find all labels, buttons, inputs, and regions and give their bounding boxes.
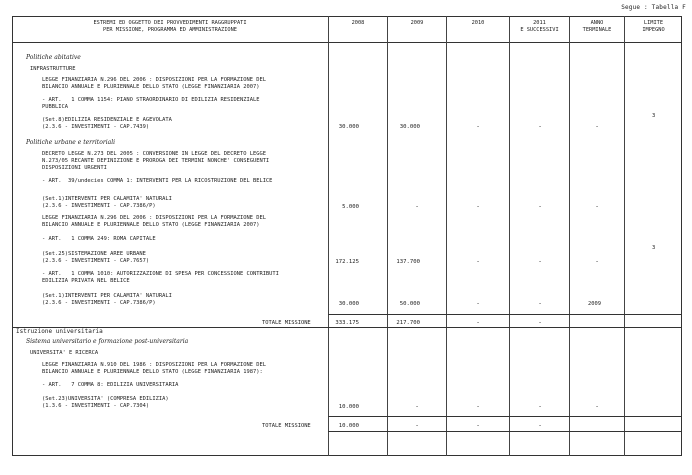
header-anno-line: TERMINALE [582,26,612,33]
header-limite-line: IMPEGNO [642,26,665,33]
col-divider [569,16,570,456]
law-title-line: LEGGE FINANZIARIA N.296 DEL 2006 : DISPOSIZIONI PER LA FORMAZIONE DEL [42,77,266,83]
mission-title: Politiche urbane e territoriali [26,139,116,146]
header-2011 [510,20,569,33]
value-2011-dash: - [538,300,542,307]
total-2008: 333.175 [335,320,359,326]
law-title-line: DECRETO LEGGE N.273 DEL 2005 : CONVERSIONE IN LEGGE DEL DECRETO LEGGE [42,151,266,157]
header-description-line: PER MISSIONE, PROGRAMMA ED AMMINISTRAZIONE [103,26,237,33]
col-divider [509,16,510,456]
article-line: - ART. 7 COMMA 8: EDILIZIA UNIVERSITARIA [42,382,179,388]
program-title: Sistema universitario e formazione post-universitaria [26,338,189,345]
value-2011-dash: - [538,403,542,410]
header-2010: 2010 [471,20,485,26]
limite-impegno-value: 3 [652,113,656,119]
value-2011-dash: - [538,123,542,130]
value-2010-dash: - [476,300,480,307]
law-title-line: BILANCIO ANNUALE E PLURIENNALE DELLO STATO (LEGGE FINANZIARIA 2007) [42,222,260,228]
article-line: - ART. 1 COMMA 249: ROMA CAPITALE [42,236,156,242]
administration-label: INFRASTRUTTURE [30,66,76,72]
chapter-line: (1.3.6 - INVESTIMENTI - CAP.7304) [42,403,150,409]
total-separator [328,416,682,417]
article-line: - ART. 1 COMMA 1010: AUTORIZZAZIONE DI SPESA PER CONCESSIONE CONTRIBUTI [42,271,279,277]
value-2009-dash: - [415,403,419,410]
law-title-line: LEGGE FINANZIARIA N.910 DEL 1986 : DISPOSIZIONI PER LA FORMAZIONE DEL [42,362,266,368]
total-2011-dash: - [538,319,542,326]
value-2010-dash: - [476,258,480,265]
mission-title: Politiche abitative [26,54,81,61]
law-title-line: DISPOSIZIONI URGENTI [42,165,107,171]
header-limite-line: LIMITE [643,20,664,26]
article-line: - ART. 1 COMMA 1154: PIANO STRAORDINARIO DI EDILIZIA RESIDENZIALE [42,97,260,103]
value-2010-dash: - [476,403,480,410]
law-title-line: BILANCIO ANNUALE E PLURIENNALE DELLO STATO (LEGGE FINANZIARIA 2007) [42,84,260,90]
value-2008: 172.125 [335,259,359,265]
anno-terminale-dash: - [595,258,599,265]
section-separator [12,327,682,328]
article-line: PUBBLICA [42,104,68,110]
chapter-line: (Set.1)INTERVENTI PER CALAMITA' NATURALI [42,196,172,202]
article-line: EDILIZIA PRIVATA NEL BELICE [42,278,130,284]
mission-title: Istruzione universitaria [16,328,103,335]
total-2008: 10.000 [338,423,359,429]
header-anno-terminale [570,20,624,33]
col-divider [328,16,329,456]
total-2009: 217.700 [396,320,420,326]
chapter-line: (2.3.6 - INVESTIMENTI - CAP.7386/P) [42,203,156,209]
header-description-line: ESTREMI ED OGGETTO DEI PROVVEDIMENTI RAGGRUPPATI [93,20,247,26]
total-2010-dash: - [476,422,480,429]
total-2009-dash: - [415,422,419,429]
header-anno-line: ANNO [590,20,604,26]
law-title-line: BILANCIO ANNUALE E PLURIENNALE DELLO STATO (LEGGE FINANZIARIA 1987): [42,369,263,375]
anno-terminale-dash: - [595,123,599,130]
header-2011-line: E SUCCESSIVI [520,26,559,33]
total-2011-dash: - [538,422,542,429]
article-line: - ART. 39/undecies COMMA 1: INTERVENTI PER LA RICOSTRUZIONE DEL BELICE [42,178,273,184]
value-2009-dash: - [415,203,419,210]
value-2008: 30.000 [338,301,359,307]
total-separator [328,314,682,315]
segue-label: Segue : Tabella F [621,4,686,11]
col-divider [624,16,625,456]
total-label: TOTALE MISSIONE [262,320,311,326]
anno-terminale-value: 2009 [588,301,601,307]
value-2010-dash: - [476,203,480,210]
value-2009: 30.000 [399,124,420,130]
col-divider [446,16,447,456]
value-2009: 50.000 [399,301,420,307]
chapter-line: (2.3.6 - INVESTIMENTI - CAP.7386/P) [42,300,156,306]
value-2008: 10.000 [338,404,359,410]
total-separator [328,431,682,432]
chapter-line: (Set.1)INTERVENTI PER CALAMITA' NATURALI [42,293,172,299]
chapter-line: (Set.8)EDILIZIA RESIDENZIALE E AGEVOLATA [42,117,172,123]
chapter-line: (Set.23)UNIVERSITA' (COMPRESA EDILIZIA) [42,396,169,402]
header-limite-impegno [625,20,682,33]
value-2008: 30.000 [338,124,359,130]
anno-terminale-dash: - [595,403,599,410]
value-2011-dash: - [538,203,542,210]
law-title-line: LEGGE FINANZIARIA N.296 DEL 2006 : DISPOSIZIONI PER LA FORMAZIONE DEL [42,215,266,221]
law-title-line: N.273/05 RECANTE DEFINIZIONE E PROROGA DEI TERMINI NONCHE' CONSEGUENTI [42,158,270,164]
header-description [14,20,326,33]
chapter-line: (Set.25)SISTEMAZIONE AREE URBANE [42,251,146,257]
total-label: TOTALE MISSIONE [262,423,311,429]
administration-label: UNIVERSITA' E RICERCA [30,350,99,356]
anno-terminale-dash: - [595,203,599,210]
header-separator [12,42,682,43]
value-2010-dash: - [476,123,480,130]
value-2009: 137.700 [396,259,420,265]
col-divider [387,16,388,456]
limite-impegno-value: 3 [652,245,656,251]
chapter-line: (2.3.6 - INVESTIMENTI - CAP.7657) [42,258,150,264]
total-2010-dash: - [476,319,480,326]
value-2011-dash: - [538,258,542,265]
header-2008: 2008 [351,20,365,26]
header-2009: 2009 [410,20,424,26]
value-2008: 5.000 [342,204,359,210]
header-2011-line: 2011 [533,20,546,26]
chapter-line: (2.3.6 - INVESTIMENTI - CAP.7439) [42,124,150,130]
